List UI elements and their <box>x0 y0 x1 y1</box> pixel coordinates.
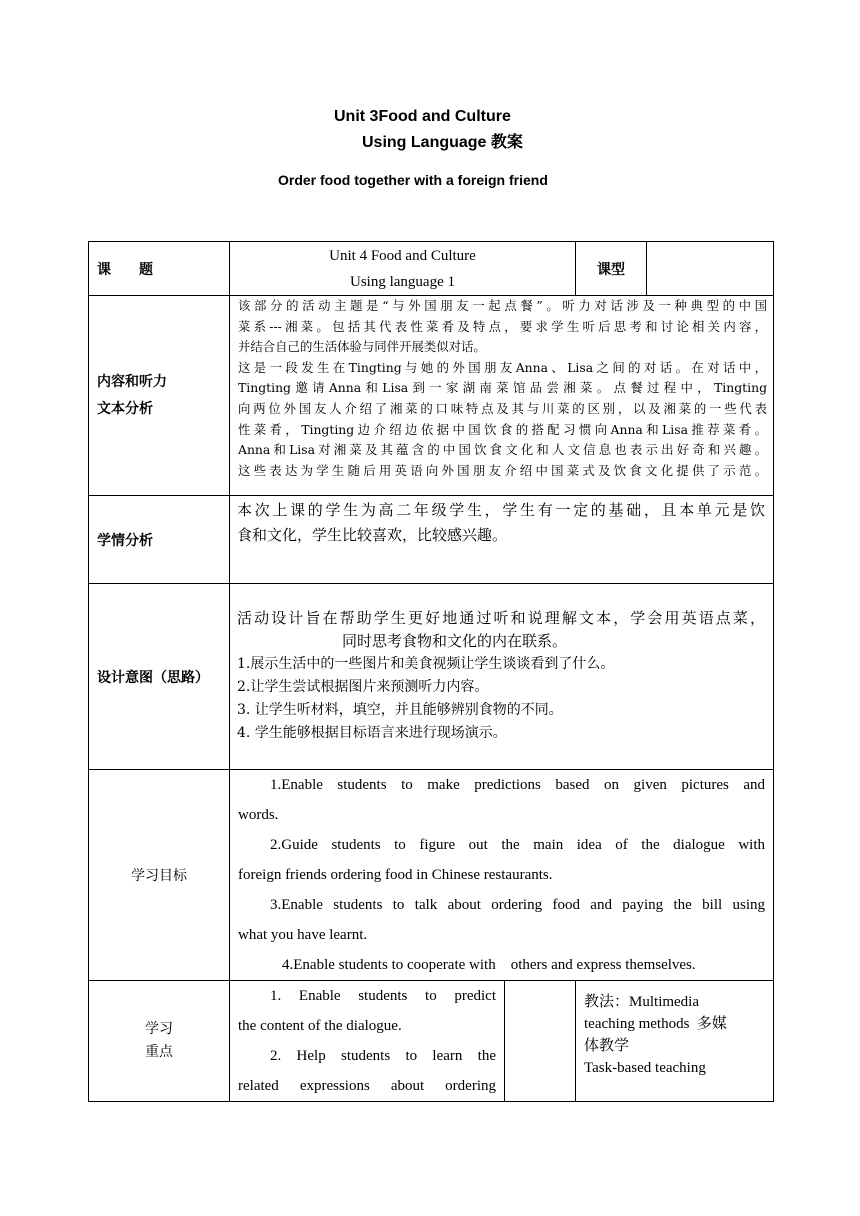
objective-line: what you have learnt. <box>238 927 368 943</box>
objective-line: foreign friends ordering food in Chinese restaurants. <box>238 867 553 883</box>
row-objectives <box>89 770 774 981</box>
content-line: 向两位外国友人介绍了湘菜的口味特点及其与川菜的区别，以及湘菜的一些代表 <box>238 400 768 416</box>
objective-line: 1.Enable students to make predictions based on given pictures and <box>270 777 766 793</box>
row-design-intent <box>89 584 774 770</box>
design-intent-text <box>230 584 774 770</box>
type-value-cell <box>647 242 774 296</box>
method-line: 体教学 <box>584 1038 630 1054</box>
content-analysis-label-2: 文本分析 <box>97 400 153 417</box>
doc-title-line2: Using Language 教案 <box>362 134 523 151</box>
key-line: 2. Help students to learn the <box>270 1048 496 1064</box>
objectives-label: 学习目标 <box>131 868 187 884</box>
teaching-method-cell <box>576 981 774 1102</box>
objectives-text <box>230 770 774 981</box>
key-points-middle-cell <box>505 981 576 1102</box>
design-line: 2.让学生尝试根据图片来预测听力内容。 <box>237 679 489 695</box>
content-line: 该部分的活动主题是“与外国朋友一起点餐”。听力对话涉及一种典型的中国 <box>238 298 768 313</box>
content-line: 菜系---湘菜。包括其代表性菜肴及特点，要求学生听后思考和讨论相关内容， <box>238 318 768 334</box>
content-analysis-label-cell <box>89 296 230 496</box>
content-line: 性菜肴，Tingting边介绍边依据中国饮食的搭配习惯向Anna和Lisa推荐菜肴。 <box>238 421 768 437</box>
row-content-analysis <box>89 296 774 496</box>
objective-line: 2.Guide students to figure out the main idea of the dialogue with <box>270 837 766 853</box>
doc-title: Unit 3Food and Culture <box>334 108 511 125</box>
type-label: 课型 <box>597 261 626 278</box>
key-points-label-1: 学习 <box>145 1021 173 1037</box>
method-line: 教法：Multimedia <box>584 994 700 1010</box>
topic-title-line2: Using language 1 <box>350 273 455 290</box>
content-line: Tingting邀请Anna和Lisa到一家湖南菜馆品尝湘菜。点餐过程中，Tingting <box>238 380 768 396</box>
method-line: Task-based teaching <box>584 1060 706 1076</box>
objectives-label-cell <box>89 770 230 981</box>
content-analysis-label-1: 内容和听力 <box>97 373 167 390</box>
doc-subtitle: Order food together with a foreign friend <box>278 172 548 188</box>
design-line: 活动设计旨在帮助学生更好地通过听和说理解文本，学会用英语点菜， <box>237 609 766 627</box>
content-line: 这是一段发生在Tingting与她的外国朋友Anna、Lisa之间的对话。在对话中， <box>238 359 768 375</box>
objective-line: 3.Enable students to talk about ordering food and paying the bill using <box>270 897 766 913</box>
objective-line: words. <box>238 807 279 823</box>
student-analysis-label-cell <box>89 496 230 584</box>
topic-label: 课 题 <box>97 261 153 278</box>
content-line: Anna和Lisa对湘菜及其蕴含的中国饮食文化和人文信息也表示出好奇和兴趣。 <box>238 442 768 458</box>
method-line: teaching methods 多媒 <box>584 1016 727 1032</box>
topic-title-line1: Unit 4 Food and Culture <box>329 247 476 264</box>
row-topic <box>89 242 774 296</box>
key-line: the content of the dialogue. <box>238 1018 402 1034</box>
design-line: 同时思考食物和文化的内在联系。 <box>342 632 568 650</box>
design-intent-label-cell <box>89 584 230 770</box>
key-points-text <box>230 981 505 1102</box>
key-line: 1. Enable students to predict <box>270 988 496 1004</box>
topic-title-cell <box>230 242 576 296</box>
content-line: 并结合自己的生活体验与同伴开展类似对话。 <box>238 339 486 355</box>
key-points-label-cell <box>89 981 230 1102</box>
student-analysis-text <box>230 496 774 584</box>
key-points-label-2: 重点 <box>145 1044 173 1060</box>
type-label-cell <box>576 242 647 296</box>
design-line: 1.展示生活中的一些图片和美食视频让学生谈谈看到了什么。 <box>237 656 615 672</box>
objective-line: 4.Enable students to cooperate with others and express themselves. <box>282 957 696 973</box>
lesson-plan-table <box>88 241 774 1102</box>
key-line: related expressions about ordering <box>238 1078 496 1094</box>
student-analysis-label: 学情分析 <box>97 532 153 549</box>
design-line: 3. 让学生听材料，填空，并且能够辨别食物的不同。 <box>237 702 563 718</box>
student-line: 本次上课的学生为高二年级学生，学生有一定的基础，且本单元是饮 <box>237 501 766 519</box>
topic-label-cell <box>89 242 230 296</box>
student-line: 食和文化，学生比较喜欢，比较感兴趣。 <box>237 526 508 544</box>
design-intent-label: 设计意图（思路） <box>97 669 209 686</box>
content-analysis-text <box>230 296 774 496</box>
row-key-points <box>89 981 774 1102</box>
content-line: 这些表达为学生随后用英语向外国朋友介绍中国菜式及饮食文化提供了示范。 <box>238 462 768 478</box>
design-line: 4. 学生能够根据目标语言来进行现场演示。 <box>237 725 507 741</box>
row-student-analysis <box>89 496 774 584</box>
